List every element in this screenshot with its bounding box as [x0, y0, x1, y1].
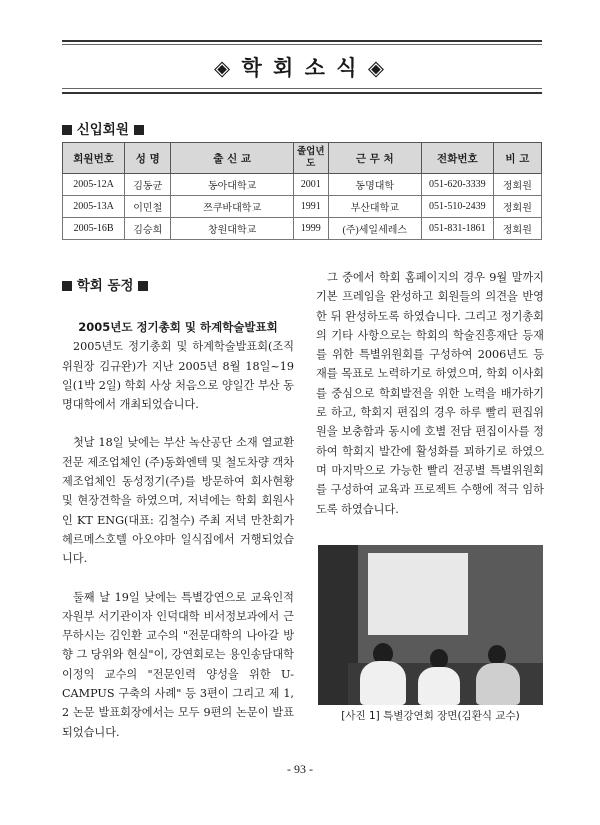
activity-heading-text: 학회 동정: [76, 278, 134, 294]
member-phone: 051-620-3339: [421, 174, 493, 196]
square-bullet-icon: [62, 125, 72, 135]
audience-person: [476, 663, 520, 705]
member-grad-year: 1999: [293, 218, 328, 240]
title-rule-top: [62, 40, 542, 42]
member-school: 동아대학교: [171, 174, 294, 196]
member-name: 김동균: [125, 174, 171, 196]
member-id: 2005-13A: [63, 196, 125, 218]
title-rule-top-inner: [62, 44, 542, 45]
col-header: 졸업년도: [293, 143, 328, 174]
col-header: 근 무 처: [328, 143, 421, 174]
members-heading-text: 신입회원: [76, 122, 129, 138]
member-workplace: 동명대학: [328, 174, 421, 196]
member-note: 정회원: [493, 196, 541, 218]
title-rule-bottom: [62, 92, 542, 94]
table-header-row: [63, 143, 542, 174]
members-heading: [62, 118, 144, 138]
member-workplace: (주)세일세레스: [328, 218, 421, 240]
audience-person: [360, 661, 406, 705]
member-grad-year: 2001: [293, 174, 328, 196]
page-title: ◈ 학 회 소 식 ◈: [214, 56, 386, 80]
member-name: 김승희: [125, 218, 171, 240]
projector-screen: [368, 553, 468, 635]
member-workplace: 부산대학교: [328, 196, 421, 218]
square-bullet-icon: [138, 281, 148, 291]
member-name: 이민철: [125, 196, 171, 218]
member-note: 정회원: [493, 174, 541, 196]
article-paragraph: 그 중에서 학회 홈페이지의 경우 9월 말까지 기본 프레임을 완성하고 회원들의 의견을 반영한 뒤 완성하도록 하였습니다. 그리고 정기총회의 기타 사항으로는 학회의 학술진흥재단 등재를 위한 특별위원회를 구성하여 2006년도 등재를 목표로 노력하기로 하였으며, 학회 이사회를 중심으로 학회발전을 위한 노력을 배가하기로 하고, 학회지 편집의 경우 하루 빨리 편집위원을 보충함과 동시에 호별 전담 편집이사를 정하여 학회지 발간에 활성화를 꾀하기로 하였으며 마지막으로 가능한 빨리 전공별 특별위원회를 구성하여 교육과 프로젝트 수행에 적극 임하도록 하였습니다.: [316, 271, 544, 516]
article-paragraph: 둘째 날 19일 낮에는 특별강연으로 교육인적자원부 서기관이자 인덕대학 비서정보과에서 근무하시는 김인환 교수의 "전문대학의 나아갈 방향 그 당위와 현실"이, 강연회로는 용인송담대학 이정익 교수의 "전문인력 양성을 위한 U-CAMPUS 구축의 사례" 등 3편이 그리고 제 1, 2 논문 발표회장에서는 모두 9편의 논문이 발표되었습니다.: [62, 590, 294, 739]
col-header: 출 신 교: [171, 143, 294, 174]
photo-caption: [사진 1] 특별강연회 장면(김환식 교수): [341, 710, 520, 722]
table-row: [63, 196, 542, 218]
member-school: 쯔쿠바대학교: [171, 196, 294, 218]
col-header: 비 고: [493, 143, 541, 174]
col-header: 회원번호: [63, 143, 125, 174]
article-paragraph: 첫날 18일 낮에는 부산 녹산공단 소재 열교환 전문 제조업체인 (주)동화엔텍 및 철도차량 객차 제조업체인 동성정기(주)를 방문하여 회사현황 및 현장견학을 하였으며, 저녁에는 학회 회원사인 KT ENG(대표: 김철수) 주최 저녁 만찬회가 헤르메스호텔 아오야마 일식집에서 거행되었습니다.: [62, 436, 294, 566]
left-column: [62, 318, 294, 742]
member-id: 2005-12A: [63, 174, 125, 196]
table-row: [63, 174, 542, 196]
audience-person: [418, 667, 460, 705]
right-column: [316, 268, 544, 519]
activity-heading: [62, 274, 148, 294]
article-paragraph: 2005년도 정기총회 및 하계학술발표회(조직위원장 김규완)가 지난 2005년 8월 18일~19일(1박 2일) 학회 사상 처음으로 양일간 부산 동명대학에서 개최되었습니다.: [62, 340, 294, 412]
member-note: 정회원: [493, 218, 541, 240]
member-grad-year: 1991: [293, 196, 328, 218]
member-phone: 051-510-2439: [421, 196, 493, 218]
col-header: 성 명: [125, 143, 171, 174]
lecture-photo: [318, 545, 543, 705]
member-id: 2005-16B: [63, 218, 125, 240]
table-row: [63, 218, 542, 240]
col-header: 전화번호: [421, 143, 493, 174]
square-bullet-icon: [134, 125, 144, 135]
members-table: [62, 142, 542, 240]
member-phone: 051-831-1861: [421, 218, 493, 240]
member-school: 창원대학교: [171, 218, 294, 240]
title-rule-bottom-inner: [62, 88, 542, 89]
square-bullet-icon: [62, 281, 72, 291]
page-number: - 93 -: [287, 762, 313, 776]
article-subheading: 2005년도 정기총회 및 하계학술발표회: [78, 320, 278, 334]
